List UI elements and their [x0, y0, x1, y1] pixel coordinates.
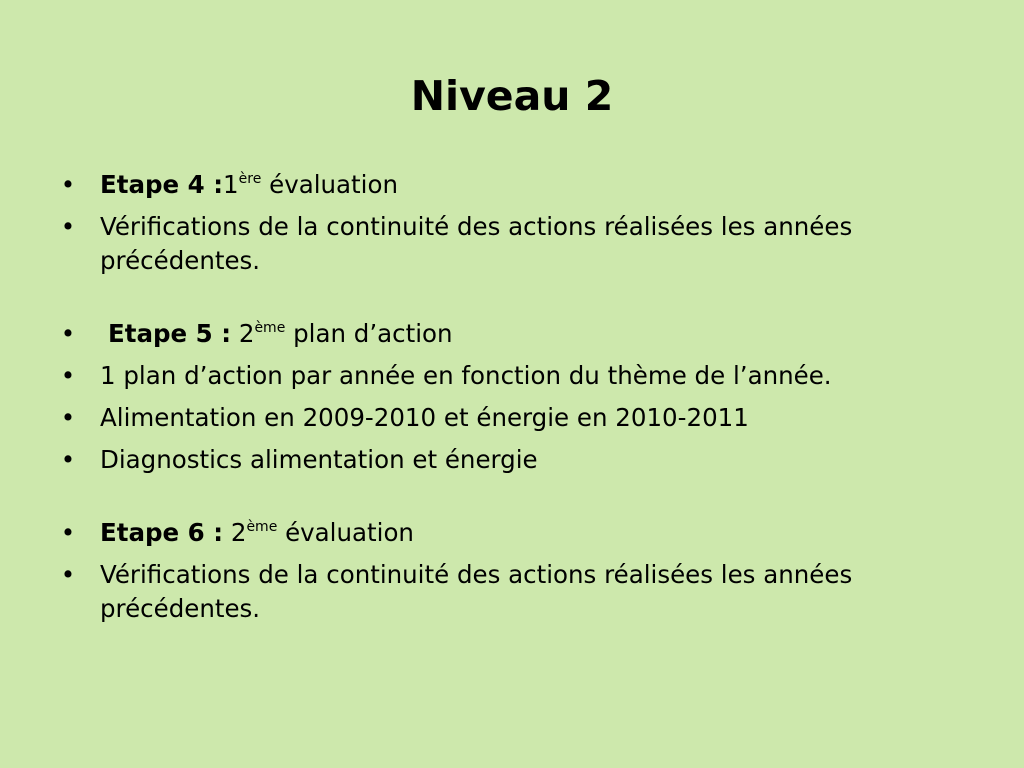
list-item-etape-6 — [58, 516, 978, 550]
list-item-verifications-1 — [58, 210, 978, 278]
item-text: 1 plan d’action par année en fonction du thème de l’année. — [100, 361, 832, 390]
item-text: Vérifications de la continuité des actions réalisées les années précédentes. — [100, 560, 853, 623]
bullet-icon: • — [60, 403, 76, 432]
list-item-plan-action — [58, 359, 978, 393]
ordinal-number: 1 — [223, 170, 239, 199]
bullet-icon: • — [60, 445, 76, 474]
list-item-etape-5 — [58, 317, 978, 351]
step-label: Etape 4 : — [100, 170, 224, 199]
list-item-verifications-2 — [58, 558, 978, 626]
bullet-icon: • — [60, 560, 76, 589]
step-label: Etape 6 : — [100, 518, 224, 547]
ordinal-number: 2 — [223, 518, 247, 547]
ordinal-suffix: ème — [246, 519, 278, 535]
item-text: Alimentation en 2009-2010 et énergie en 2010-2011 — [100, 403, 749, 432]
item-text: plan d’action — [285, 319, 453, 348]
list-item-etape-4 — [58, 168, 978, 202]
bullet-icon: • — [60, 518, 76, 547]
bullet-icon: • — [60, 319, 76, 348]
bullet-icon: • — [60, 361, 76, 390]
bullet-icon: • — [60, 170, 76, 199]
item-text: Diagnostics alimentation et énergie — [100, 445, 538, 474]
step-label: Etape 5 : — [108, 319, 232, 348]
bullet-list — [58, 168, 978, 634]
slide-title: Niveau 2 — [410, 72, 614, 120]
list-item-diagnostics — [58, 443, 978, 477]
ordinal-suffix: ème — [254, 320, 286, 336]
ordinal-suffix: ère — [238, 171, 262, 187]
bullet-icon: • — [60, 212, 76, 241]
item-text: évaluation — [261, 170, 398, 199]
item-text: Vérifications de la continuité des actions réalisées les années précédentes. — [100, 212, 853, 275]
item-text: évaluation — [277, 518, 414, 547]
list-item-alimentation — [58, 401, 978, 435]
ordinal-number: 2 — [231, 319, 255, 348]
